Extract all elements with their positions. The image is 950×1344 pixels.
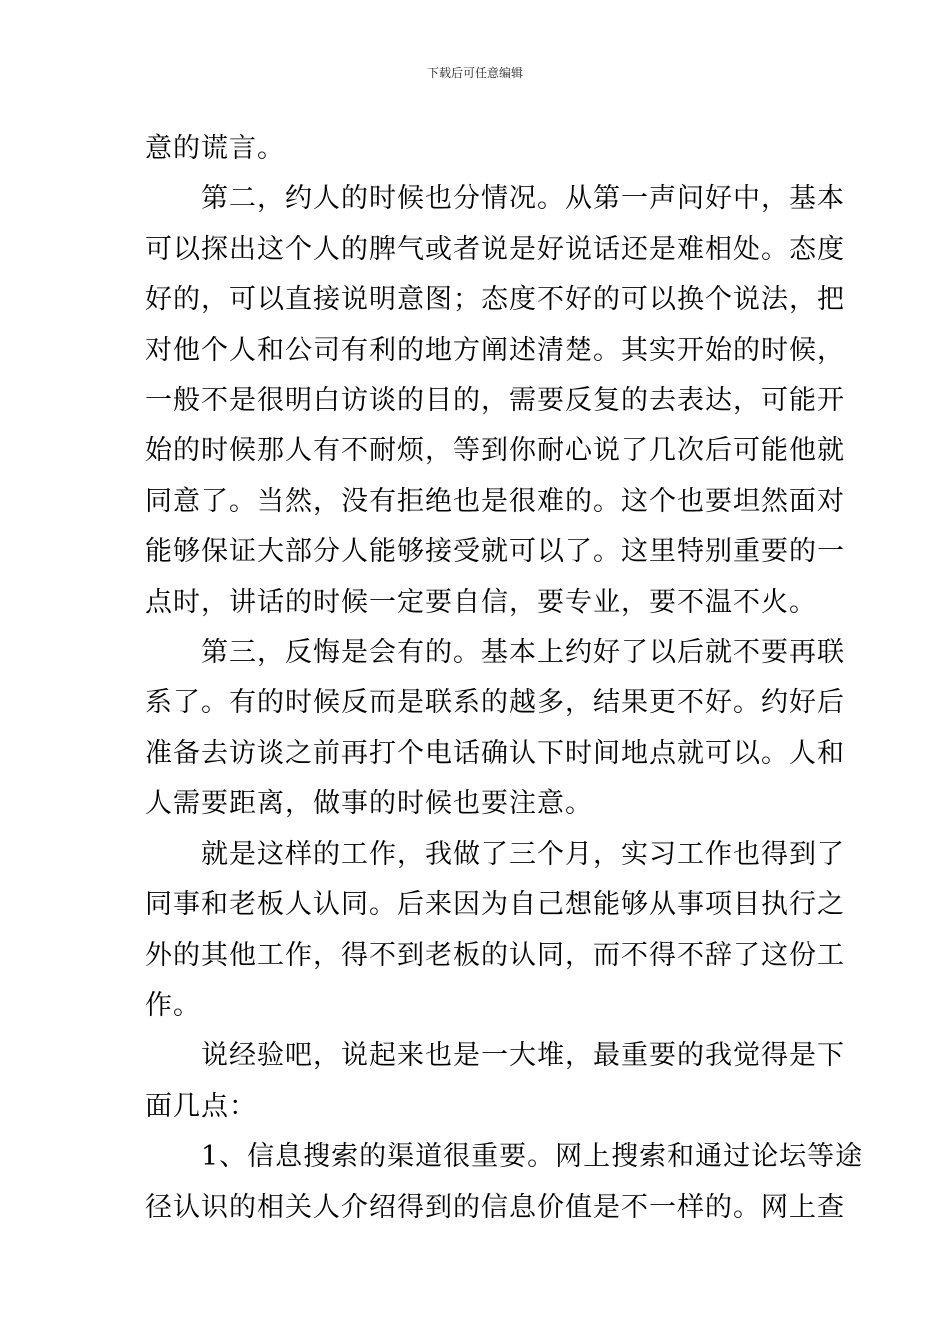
text-line: 准备去访谈之前再打个电话确认下时间地点就可以。人和 (145, 737, 845, 769)
text-line: 人需要距离，做事的时候也要注意。 (145, 788, 593, 820)
text-line: 一般不是很明白访谈的目的，需要反复的去表达，可能开 (145, 385, 845, 417)
text-line: 点时，讲话的时候一定要自信，要专业，要不温不火。 (145, 586, 817, 618)
text-line: 系了。有的时候反而是联系的越多，结果更不好。约好后 (145, 687, 845, 719)
text-line: 说经验吧，说起来也是一大堆，最重要的我觉得是下 (201, 1040, 845, 1072)
text-line: 作。 (145, 989, 201, 1021)
text-line: 面几点： (145, 1090, 257, 1122)
text-line: 可以探出这个人的脾气或者说是好说话还是难相处。态度 (145, 233, 845, 265)
paragraph-5 (145, 1031, 845, 1132)
paragraph-3 (145, 628, 845, 830)
text-line: 好的，可以直接说明意图；态度不好的可以换个说法，把 (145, 284, 845, 316)
text-line: 1、信息搜索的渠道很重要。网上搜索和通过论坛等途 (201, 1141, 864, 1173)
document-body (145, 124, 864, 1233)
text-line: 同事和老板人认同。后来因为自己想能够从事项目执行之 (145, 889, 845, 921)
paragraph-4 (145, 830, 845, 1032)
paragraph-6 (145, 1132, 864, 1233)
text-line: 意的谎言。 (145, 133, 285, 164)
text-line: 对他个人和公司有利的地方阐述清楚。其实开始的时候， (145, 334, 845, 366)
text-line: 第三，反悔是会有的。基本上约好了以后就不要再联 (201, 637, 845, 669)
text-line: 径认识的相关人介绍得到的信息价值是不一样的。网上查 (145, 1191, 845, 1223)
text-line: 始的时候那人有不耐烦，等到你耐心说了几次后可能他就 (145, 435, 845, 467)
text-line: 能够保证大部分人能够接受就可以了。这里特别重要的一 (145, 536, 845, 568)
text-line: 外的其他工作，得不到老板的认同，而不得不辞了这份工 (145, 939, 845, 971)
text-line: 就是这样的工作，我做了三个月，实习工作也得到了 (201, 838, 845, 870)
text-line: 第二，约人的时候也分情况。从第一声问好中，基本 (201, 183, 845, 215)
text-line: 同意了。当然，没有拒绝也是很难的。这个也要坦然面对 (145, 485, 845, 517)
paragraph-2 (145, 174, 845, 628)
page-header: 下载后可任意编辑 (426, 66, 523, 80)
paragraph-1 (145, 124, 805, 174)
